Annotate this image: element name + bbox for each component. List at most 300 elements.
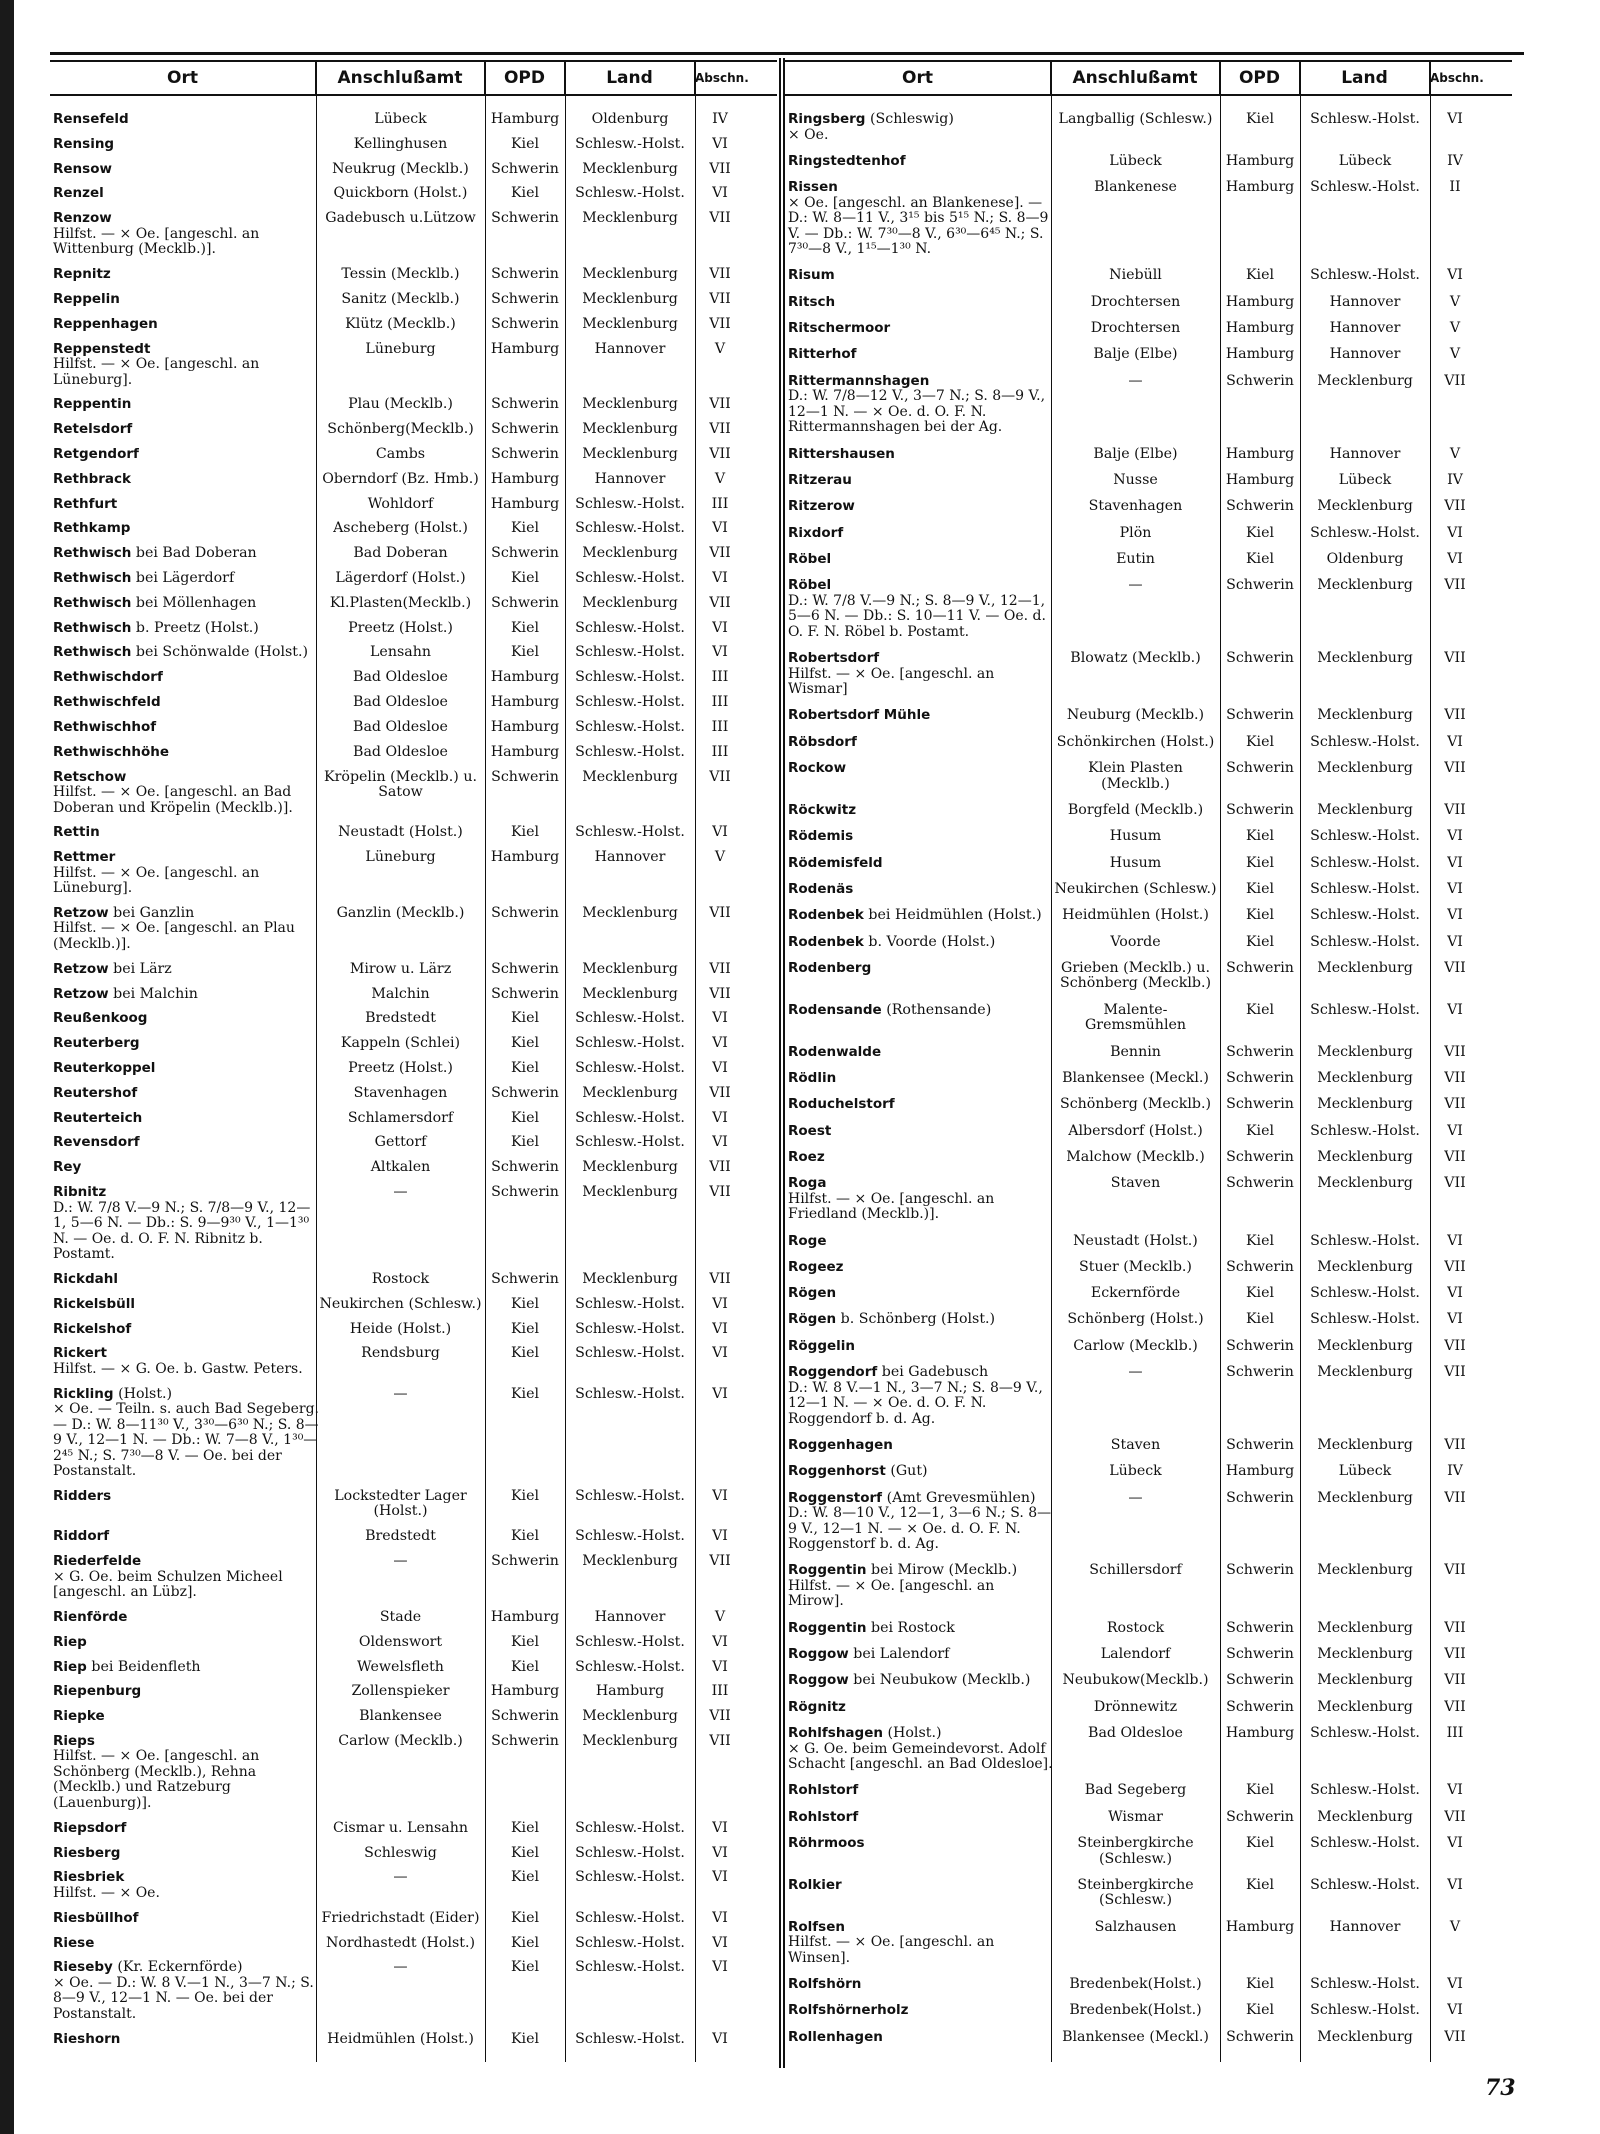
table-row <box>50 645 777 661</box>
entry-opd: Kiel <box>1245 267 1275 284</box>
table-row <box>785 2030 1512 2046</box>
entry-opd: Kiel <box>1245 1311 1275 1328</box>
entry-abschnitt: V <box>1449 320 1461 337</box>
table-row <box>785 1810 1512 1826</box>
entry-anschlussamt: Lalendorf <box>1100 1646 1171 1663</box>
place-name: Riederfelde <box>53 1553 142 1570</box>
entry-land: Schlesw.-Holst. <box>575 718 685 735</box>
entry-place <box>50 1297 316 1313</box>
table-row <box>50 745 777 761</box>
entry-land: Schlesw.-Holst. <box>575 743 685 760</box>
place-name: Rethwisch <box>53 619 132 636</box>
entry-anschlussamt: Kellinghusen <box>353 135 448 152</box>
entry-anschlussamt: Preetz (Holst.) <box>348 1060 453 1076</box>
entry-abschnitt: VI <box>712 1959 728 1976</box>
entry-abschnitt: VI <box>1447 733 1463 750</box>
entry-opd: Schwerin <box>491 396 559 413</box>
entry-anschlussamt: Stavenhagen <box>353 1084 448 1101</box>
entry-land: Schlesw.-Holst. <box>1310 1311 1420 1328</box>
entry-land: Schlesw.-Holst. <box>1310 1876 1420 1893</box>
table-row <box>50 1660 777 1676</box>
entry-abschnitt: VII <box>1444 577 1466 594</box>
entry-opd: Kiel <box>510 1844 540 1861</box>
place-qualifier: (Holst.) <box>118 1385 173 1402</box>
place-name: Roggenhagen <box>788 1436 893 1453</box>
entry-anschlussamt: Kröpelin (Mecklb.) u. Satow <box>324 768 477 800</box>
table-row <box>785 154 1512 170</box>
entry-place <box>50 670 316 686</box>
entry-land: Hannover <box>594 340 666 357</box>
entry-land: Mecklenburg <box>1317 577 1413 594</box>
entry-opd: Schwerin <box>1226 1364 1294 1381</box>
entry-place <box>50 745 316 761</box>
entry-anschlussamt: Blankensee (Meckl.) <box>1062 1069 1209 1086</box>
entry-anschlussamt: Malente-Gremsmühlen <box>1084 1001 1187 1034</box>
entry-anschlussamt: Neubukow(Mecklb.) <box>1062 1672 1209 1689</box>
place-note: × Oe. — Teiln. s. auch Bad Segeberg. — D.: W. 8—11³⁰ V., 3³⁰—6³⁰ N.; S. 8—9 V., 12—1 N. — Db.: W. 7—8 V., 1³⁰—2⁴⁵ N.; S. 7³⁰—8 V. — Oe. bei der Postanstalt. <box>53 1401 319 1480</box>
entry-anschlussamt: Ascheberg (Holst.) <box>333 520 468 537</box>
table-row <box>785 1176 1512 1223</box>
entry-opd: Kiel <box>1245 550 1275 567</box>
table-row <box>785 1726 1512 1773</box>
entry-anschlussamt: Sanitz (Mecklb.) <box>341 290 460 307</box>
entry-abschnitt: VII <box>709 210 731 227</box>
entry-place <box>785 1286 1051 1302</box>
table-row <box>50 1387 777 1480</box>
entry-place <box>785 1260 1051 1276</box>
place-name: Roggenhorst <box>788 1463 886 1480</box>
entry-opd: Schwerin <box>491 210 559 227</box>
place-name: Rissen <box>788 179 838 196</box>
entry-abschnitt: VI <box>712 570 728 586</box>
entry-land: Mecklenburg <box>582 421 678 438</box>
scan-edge <box>0 0 14 2134</box>
entry-land: Schlesw.-Holst. <box>1310 111 1420 127</box>
entry-place <box>785 112 1051 143</box>
entry-land: Mecklenburg <box>1317 1672 1413 1689</box>
entry-land: Schlesw.-Holst. <box>1310 1232 1420 1249</box>
entry-land: Schlesw.-Holst. <box>1310 1001 1420 1018</box>
table-row <box>50 497 777 513</box>
place-qualifier: (Holst.) <box>887 1725 942 1742</box>
place-name: Rienförde <box>53 1608 128 1625</box>
entry-abschnitt: VII <box>1444 498 1466 515</box>
header-anschlussamt: Anschlußamt <box>316 62 485 94</box>
entry-opd: Kiel <box>510 570 540 586</box>
entry-place <box>50 1011 316 1027</box>
right-entries <box>785 112 1512 2056</box>
header-ort: Ort <box>785 62 1051 94</box>
entry-opd: Kiel <box>1245 733 1275 750</box>
entry-land: Mecklenburg <box>1317 2028 1413 2045</box>
table-row <box>785 882 1512 898</box>
place-note: × Oe. [angeschl. an Blankenese]. — D.: W. 8—11 V., 3¹⁵ bis 5¹⁵ N.; S. 8—9 V. — Db.: W. 7³⁰—8 V., 6³⁰—6⁴⁵ N.; S. 7³⁰—8 V., 1¹⁵—1³⁰ N. <box>788 194 1049 258</box>
entry-opd: Kiel <box>510 185 540 202</box>
entry-place <box>785 526 1051 542</box>
entry-anschlussamt: Eutin <box>1116 550 1155 567</box>
place-name: Rethwisch <box>53 594 132 611</box>
table-row <box>50 906 777 953</box>
entry-anschlussamt: Plau (Mecklb.) <box>348 396 453 413</box>
header-land: Land <box>1300 62 1430 94</box>
entry-anschlussamt: — <box>1128 577 1143 594</box>
entry-opd: Kiel <box>510 824 540 841</box>
directory-page <box>50 52 1524 2102</box>
entry-land: Schlesw.-Holst. <box>575 1959 685 1976</box>
entry-opd: Schwerin <box>1226 1436 1294 1453</box>
entry-place <box>785 1810 1051 1826</box>
entry-place <box>785 1726 1051 1773</box>
place-name: Rickling <box>53 1385 114 1402</box>
entry-place <box>50 497 316 513</box>
entry-place <box>785 2003 1051 2019</box>
entry-land: Mecklenburg <box>582 768 678 785</box>
entry-opd: Hamburg <box>1225 179 1295 196</box>
entry-land: Mecklenburg <box>582 1732 678 1749</box>
entry-abschnitt: VII <box>1444 1489 1466 1506</box>
place-name: Rolkier <box>788 1876 842 1893</box>
entry-abschnitt: VII <box>1444 1175 1466 1192</box>
place-name: Rettin <box>53 824 100 841</box>
entry-anschlussamt: — <box>393 1869 408 1886</box>
table-row <box>50 422 777 438</box>
entry-anschlussamt: Rostock <box>371 1270 430 1287</box>
entry-land: Hannover <box>1329 320 1401 337</box>
entry-opd: Hamburg <box>490 849 560 866</box>
entry-opd: Hamburg <box>490 694 560 711</box>
table-row <box>50 1185 777 1263</box>
entry-opd: Kiel <box>510 520 540 537</box>
entry-land: Schlesw.-Holst. <box>1310 733 1420 750</box>
place-qualifier: b. Voorde (Holst.) <box>868 933 996 950</box>
entry-abschnitt: III <box>711 718 729 735</box>
entry-land: Schlesw.-Holst. <box>575 1528 685 1545</box>
entry-land: Mecklenburg <box>1317 1258 1413 1275</box>
entry-anschlussamt: Gettorf <box>374 1134 427 1151</box>
entry-land: Mecklenburg <box>1317 650 1413 667</box>
entry-abschnitt: VI <box>1447 933 1463 950</box>
entry-opd: Schwerin <box>1226 1562 1294 1579</box>
entry-anschlussamt: Ganzlin (Mecklb.) <box>336 904 465 921</box>
entry-abschnitt: VI <box>712 644 728 661</box>
entry-place <box>50 571 316 587</box>
entry-abschnitt: III <box>711 495 729 512</box>
entry-place <box>50 397 316 413</box>
entry-abschnitt: VI <box>1447 1285 1463 1302</box>
entry-place <box>50 1111 316 1127</box>
place-name: Rolfshörn <box>788 1976 862 1993</box>
entry-land: Mecklenburg <box>582 396 678 413</box>
place-name: Ringsberg <box>788 111 866 127</box>
entry-abschnitt: VII <box>1444 801 1466 818</box>
place-name: Roduchelstorf <box>788 1096 895 1113</box>
entry-opd: Schwerin <box>1226 498 1294 515</box>
entry-opd: Schwerin <box>491 1270 559 1287</box>
place-qualifier: bei Mirow (Mecklb.) <box>870 1562 1018 1579</box>
table-row <box>50 1135 777 1151</box>
entry-opd: Schwerin <box>491 1184 559 1201</box>
place-qualifier: bei Lägerdorf <box>135 570 235 586</box>
table-row <box>785 1491 1512 1553</box>
entry-opd: Schwerin <box>1226 1808 1294 1825</box>
entry-place <box>785 761 1051 777</box>
entry-abschnitt: VI <box>712 1295 728 1312</box>
entry-place <box>50 1489 316 1505</box>
entry-opd: Kiel <box>1245 1285 1275 1302</box>
place-name: Rodenäs <box>788 880 854 897</box>
entry-opd: Hamburg <box>490 743 560 760</box>
entry-place <box>50 1936 316 1952</box>
entry-place <box>785 708 1051 724</box>
entry-anschlussamt: Schönkirchen (Holst.) <box>1056 733 1215 750</box>
table-row <box>50 1529 777 1545</box>
place-name: Rohlstorf <box>788 1808 859 1825</box>
entry-opd: Hamburg <box>1225 1918 1295 1935</box>
table-row <box>785 1234 1512 1250</box>
entry-land: Mecklenburg <box>1317 1096 1413 1113</box>
table-row <box>50 1684 777 1700</box>
table-row <box>50 1346 777 1377</box>
entry-place <box>50 1160 316 1176</box>
entry-opd: Kiel <box>510 1035 540 1052</box>
place-name: Rohlfshagen <box>788 1725 883 1742</box>
entry-place <box>50 770 316 817</box>
entry-anschlussamt: Blankensee (Meckl.) <box>1062 2028 1209 2045</box>
place-name: Ritterhof <box>788 346 857 363</box>
entry-abschnitt: VII <box>1444 1096 1466 1113</box>
place-qualifier: bei Lärz <box>113 960 172 977</box>
entry-land: Schlesw.-Holst. <box>575 1109 685 1126</box>
entry-place <box>50 342 316 389</box>
entry-anschlussamt: Neustadt (Holst.) <box>1073 1232 1198 1249</box>
entry-abschnitt: V <box>1449 293 1461 310</box>
entry-anschlussamt: Rendsburg <box>361 1345 440 1362</box>
place-note: Hilfst. — × Oe. [angeschl. an Winsen]. <box>788 1934 995 1966</box>
entry-opd: Kiel <box>510 1010 540 1027</box>
entry-opd: Schwerin <box>1226 1096 1294 1113</box>
entry-opd: Schwerin <box>491 266 559 283</box>
entry-anschlussamt: Lübeck <box>1109 1463 1162 1480</box>
entry-anschlussamt: Cambs <box>375 445 426 462</box>
entry-abschnitt: VII <box>709 985 731 1002</box>
entry-land: Schlesw.-Holst. <box>1310 1285 1420 1302</box>
entry-anschlussamt: Niebüll <box>1109 267 1162 284</box>
table-row <box>785 908 1512 924</box>
entry-land: Mecklenburg <box>1317 1148 1413 1165</box>
left-header <box>50 60 777 96</box>
entry-opd: Kiel <box>1245 1835 1275 1852</box>
entry-place <box>50 137 316 153</box>
entry-abschnitt: VI <box>1447 2002 1463 2019</box>
header-abschnitt: Abschn. <box>695 71 749 85</box>
entry-abschnitt: VI <box>712 1035 728 1052</box>
entry-anschlussamt: Carlow (Mecklb.) <box>1073 1337 1198 1354</box>
entry-anschlussamt: Balje (Elbe) <box>1093 346 1178 363</box>
entry-abschnitt: VI <box>712 1487 728 1504</box>
entry-place <box>50 1870 316 1901</box>
entry-opd: Kiel <box>1245 854 1275 871</box>
place-name: Rethbrack <box>53 470 132 487</box>
place-qualifier: b. Preetz (Holst.) <box>135 619 259 636</box>
table-row <box>50 472 777 488</box>
entry-anschlussamt: Bad Oldesloe <box>353 743 448 760</box>
entry-land: Schlesw.-Holst. <box>1310 854 1420 871</box>
entry-land: Mecklenburg <box>1317 1436 1413 1453</box>
entry-opd: Kiel <box>1245 111 1275 127</box>
place-name: Retzow <box>53 985 109 1002</box>
place-name: Rey <box>53 1159 82 1176</box>
table-row <box>785 1673 1512 1689</box>
place-name: Röbsdorf <box>788 733 857 750</box>
entry-anschlussamt: Borgfeld (Mecklb.) <box>1067 801 1204 818</box>
entry-anschlussamt: Cismar u. Lensahn <box>332 1819 468 1836</box>
entry-anschlussamt: Bredenbek(Holst.) <box>1069 2002 1202 2019</box>
entry-place <box>50 186 316 202</box>
entry-abschnitt: VII <box>1444 1646 1466 1663</box>
entry-land: Hannover <box>1329 1918 1401 1935</box>
entry-land: Mecklenburg <box>1317 1069 1413 1086</box>
entry-anschlussamt: Neukirchen (Schlesw.) <box>319 1295 482 1312</box>
entry-land: Hannover <box>594 470 666 487</box>
entry-opd: Hamburg <box>1225 445 1295 462</box>
entry-land: Mecklenburg <box>1317 1619 1413 1636</box>
entry-abschnitt: VII <box>709 1553 731 1570</box>
place-name: Rodenwalde <box>788 1043 882 1060</box>
entry-anschlussamt: Friedrichstadt (Eider) <box>321 1909 480 1926</box>
place-name: Risum <box>788 267 835 284</box>
entry-land: Hannover <box>594 1608 666 1625</box>
entry-land: Schlesw.-Holst. <box>575 1035 685 1052</box>
entry-abschnitt: VII <box>709 1184 731 1201</box>
place-name: Rickert <box>53 1345 107 1362</box>
table-row <box>785 473 1512 489</box>
entry-land: Mecklenburg <box>1317 959 1413 976</box>
place-name: Renzow <box>53 210 112 227</box>
entry-opd: Schwerin <box>1226 1698 1294 1715</box>
entry-place <box>50 1846 316 1862</box>
entry-place <box>50 546 316 562</box>
entry-land: Schlesw.-Holst. <box>575 2030 685 2047</box>
place-name: Retzow <box>53 904 109 921</box>
entry-abschnitt: VI <box>1447 524 1463 541</box>
table-row <box>785 1438 1512 1454</box>
entry-place <box>50 1272 316 1288</box>
table-row <box>50 2032 777 2048</box>
table-row <box>785 1286 1512 1302</box>
place-name: Rethwischdorf <box>53 669 163 686</box>
entry-land: Schlesw.-Holst. <box>575 1134 685 1151</box>
entry-land: Oldenburg <box>1326 550 1404 567</box>
entry-abschnitt: VII <box>1444 1619 1466 1636</box>
table-row <box>50 1821 777 1837</box>
entry-opd: Schwerin <box>491 1159 559 1176</box>
entry-place <box>50 2032 316 2048</box>
entry-abschnitt: VII <box>709 768 731 785</box>
entry-anschlussamt: Bennin <box>1110 1043 1161 1060</box>
header-abschnitt: Abschn. <box>1430 71 1484 85</box>
entry-anschlussamt: Husum <box>1109 828 1162 845</box>
entry-opd: Schwerin <box>491 985 559 1002</box>
place-name: Rolfsen <box>788 1918 845 1935</box>
entry-land: Mecklenburg <box>582 445 678 462</box>
entry-place <box>785 321 1051 337</box>
entry-land: Mecklenburg <box>1317 1364 1413 1381</box>
table-row <box>50 1846 777 1862</box>
place-name: Rensefeld <box>53 111 129 127</box>
entry-anschlussamt: Rostock <box>1106 1619 1165 1636</box>
entry-land: Schlesw.-Holst. <box>1310 828 1420 845</box>
table-row <box>785 829 1512 845</box>
entry-anschlussamt: Steinbergkirche (Schlesw.) <box>1077 1835 1194 1867</box>
place-name: Ritschermoor <box>788 320 891 337</box>
entry-opd: Hamburg <box>490 1608 560 1625</box>
place-qualifier: b. Schönberg (Holst.) <box>840 1311 996 1328</box>
table-row <box>785 1071 1512 1087</box>
place-name: Röbel <box>788 550 832 567</box>
entry-opd: Kiel <box>510 1060 540 1076</box>
place-name: Roga <box>788 1175 827 1192</box>
place-name: Reuterkoppel <box>53 1060 156 1076</box>
entry-abschnitt: VII <box>709 160 731 177</box>
entry-abschnitt: VI <box>712 824 728 841</box>
place-name: Rodensande <box>788 1001 882 1018</box>
entry-opd: Schwerin <box>491 160 559 177</box>
entry-place <box>785 803 1051 819</box>
place-name: Rethwisch <box>53 545 132 562</box>
table-row <box>785 935 1512 951</box>
entry-land: Schlesw.-Holst. <box>575 1934 685 1951</box>
entry-abschnitt: VI <box>712 1819 728 1836</box>
place-name: Roggow <box>788 1672 849 1689</box>
entry-anschlussamt: Staven <box>1110 1175 1161 1192</box>
place-note: Hilfst. — × Oe. [angeschl. an Bad Doberan und Kröpelin (Mecklb.)]. <box>53 784 293 816</box>
place-name: Repnitz <box>53 266 111 283</box>
entry-opd: Kiel <box>1245 880 1275 897</box>
entry-land: Mecklenburg <box>582 266 678 283</box>
entry-abschnitt: VII <box>709 1159 731 1176</box>
left-entries <box>50 112 777 2056</box>
entry-place <box>50 447 316 463</box>
table-row <box>785 374 1512 436</box>
entry-land: Mecklenburg <box>582 545 678 562</box>
table-row <box>785 1124 1512 1140</box>
table-row <box>50 695 777 711</box>
entry-anschlussamt: Malchin <box>371 985 430 1002</box>
entry-abschnitt: II <box>1449 179 1461 196</box>
entry-abschnitt: IV <box>1447 471 1463 488</box>
place-name: Rodenbek <box>788 907 864 924</box>
entry-abschnitt: VI <box>1447 880 1463 897</box>
entry-anschlussamt: Lockstedter Lager (Holst.) <box>334 1487 467 1520</box>
table-row <box>785 803 1512 819</box>
place-name: Rickelshof <box>53 1320 132 1337</box>
entry-opd: Kiel <box>1245 828 1275 845</box>
entry-opd: Schwerin <box>1226 1619 1294 1636</box>
table-row <box>50 292 777 308</box>
place-qualifier: (Schleswig) <box>870 111 954 127</box>
entry-opd: Kiel <box>1245 907 1275 924</box>
entry-anschlussamt: — <box>1128 372 1143 389</box>
entry-abschnitt: VI <box>1447 854 1463 871</box>
entry-anschlussamt: — <box>393 1184 408 1201</box>
place-name: Riesbüllhof <box>53 1909 139 1926</box>
entry-abschnitt: VII <box>709 1270 731 1287</box>
entry-land: Schlesw.-Holst. <box>575 1819 685 1836</box>
entry-anschlussamt: Schillersdorf <box>1089 1562 1182 1579</box>
entry-place <box>785 1339 1051 1355</box>
header-opd: OPD <box>1220 62 1300 94</box>
place-qualifier: bei Schönwalde (Holst.) <box>135 644 309 661</box>
